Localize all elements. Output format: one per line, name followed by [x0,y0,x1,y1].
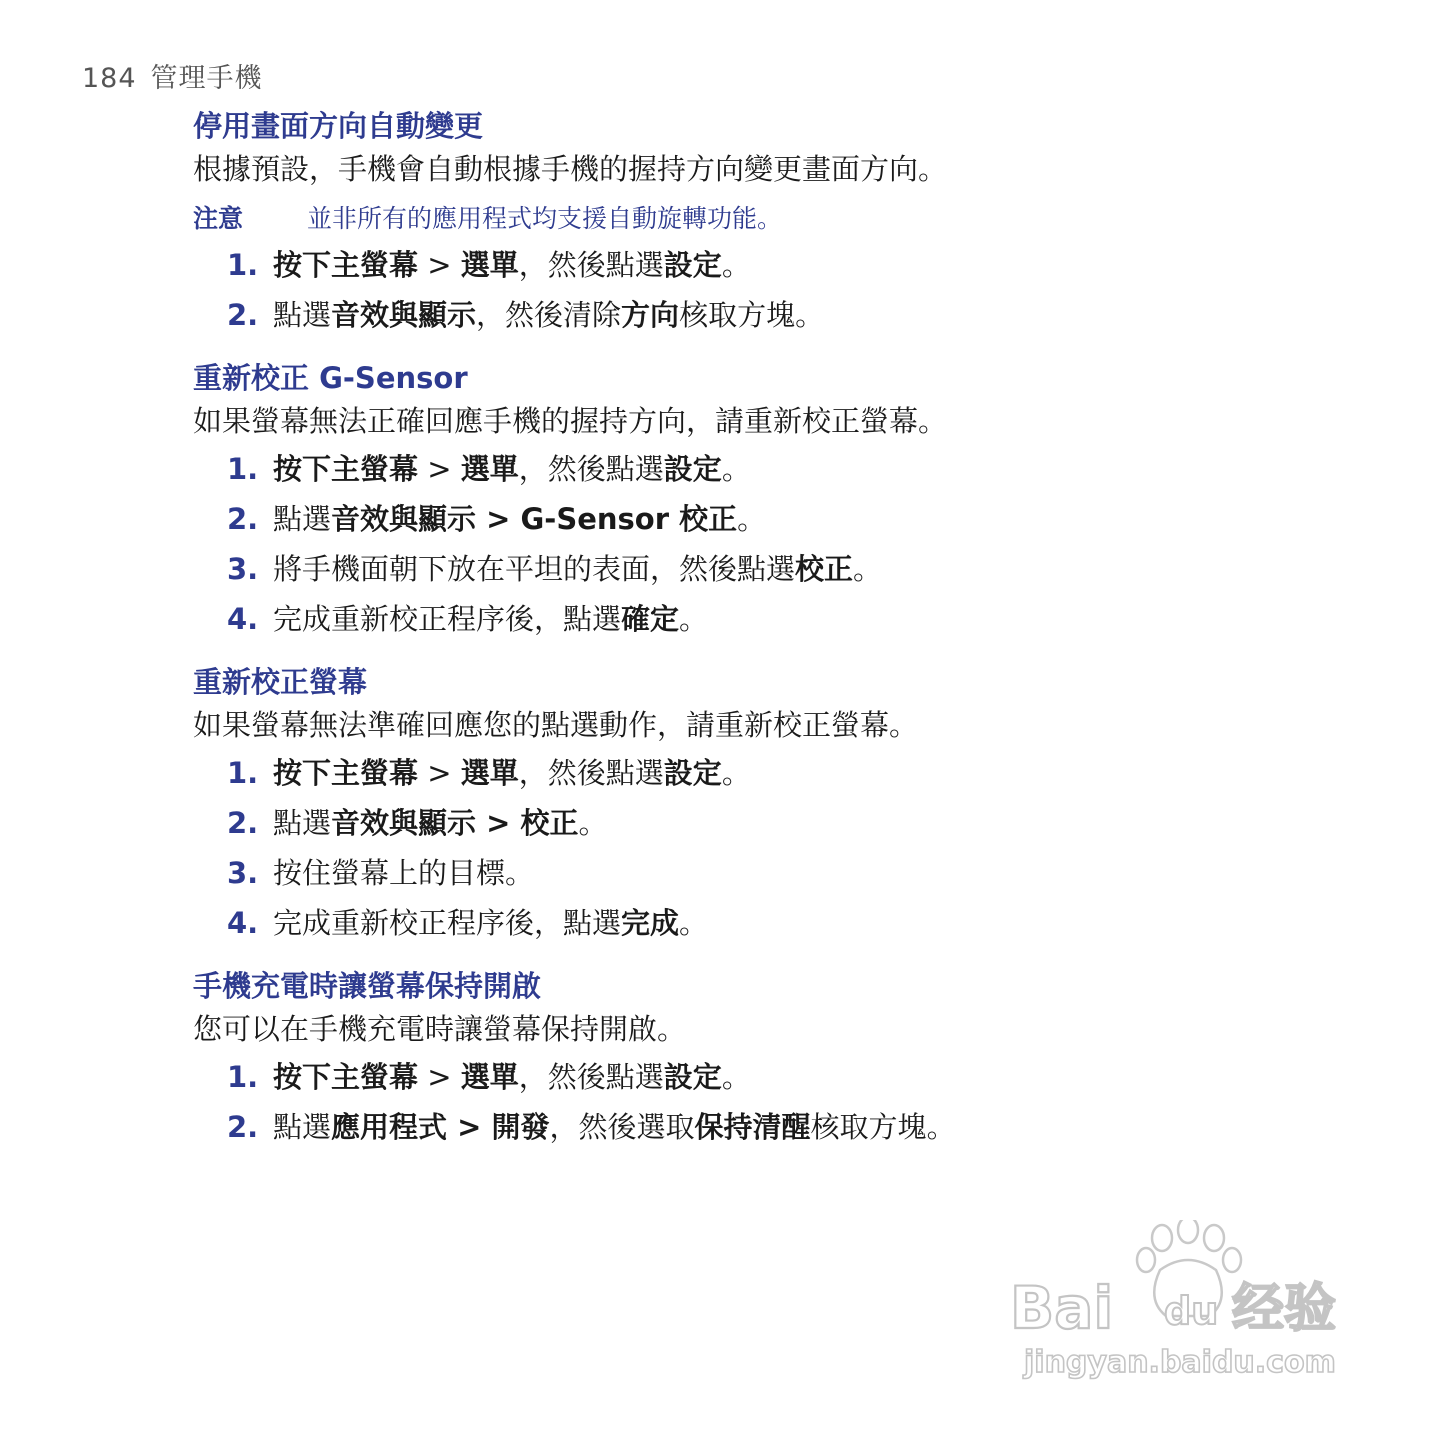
step-list [193,748,1393,948]
step-text: ，然後選取 [549,1110,695,1144]
step-text: 。 [721,248,751,282]
step-text: 保持清醒 [694,1110,811,1144]
step-text: 應用程式 > 開發 [331,1110,550,1144]
step-text: 。 [721,452,751,486]
step-text: 校正 [795,552,854,586]
step-item [193,898,1393,948]
step-text: 。 [679,906,709,940]
watermark-url: jingyan.baidu.com [1024,1345,1336,1380]
note [193,198,1393,240]
step-text: ，然後點選 [518,452,664,486]
step-item [193,240,1393,290]
step-text: 選單 [460,452,519,486]
step-text: 按下主螢幕 [273,248,419,282]
section-disable-auto-rotate [193,106,1393,340]
step-number: 2. [227,1110,259,1144]
step-text: 。 [679,602,709,636]
section-recalibrate-g-sensor [193,358,1393,644]
step-text: 音效與顯示 [331,298,477,332]
step-item [193,494,1393,544]
section-title: 重新校正 G-Sensor [193,361,468,395]
step-text: 核取方塊 [810,1110,927,1144]
step-text: 按下主螢幕 [273,1060,419,1094]
step-number: 1. [227,756,259,790]
step-text: > [418,756,461,790]
step-item [193,544,1393,594]
step-item [193,444,1393,494]
step-text: ，然後清除 [476,298,622,332]
watermark-brand-cn: 经验 [1232,1279,1337,1339]
step-item [193,798,1393,848]
step-text: 音效與顯示 > 校正 [331,806,579,840]
step-text: 點選 [273,502,332,536]
baidu-watermark-logo [1010,1220,1360,1390]
watermark-brand-du: du [1164,1289,1219,1333]
step-text: 點選 [273,298,332,332]
step-text: 設定 [663,452,722,486]
step-text: 。 [721,756,751,790]
step-text: 完成重新校正程序後，點選 [273,602,622,636]
step-text: ，然後點選 [518,1060,664,1094]
page-number: 184 [82,63,137,94]
step-item [193,1102,1393,1152]
step-text: 。 [578,806,608,840]
step-text: 完成 [621,906,680,940]
step-text: 。 [926,1110,956,1144]
section-description: 如果螢幕無法準確回應您的點選動作，請重新校正螢幕。 [193,708,919,742]
step-text: 確定 [621,602,680,636]
step-text: 選單 [460,248,519,282]
step-text: 音效與顯示 > G-Sensor 校正 [331,502,738,536]
step-text: 設定 [663,1060,722,1094]
section-description: 根據預設，手機會自動根據手機的握持方向變更畫面方向。 [193,152,948,186]
watermark-brand: Bai [1010,1274,1114,1342]
step-item [193,848,1393,898]
step-text: 選單 [460,1060,519,1094]
step-text: 方向 [621,298,680,332]
step-text: 將手機面朝下放在平坦的表面，然後點選 [273,552,796,586]
step-text: 。 [795,298,825,332]
step-item [193,1052,1393,1102]
step-text: 點選 [273,806,332,840]
step-text: 按住螢幕上的目標。 [273,856,535,890]
step-text: > [418,248,461,282]
step-list [193,1052,1393,1152]
step-text: > [418,452,461,486]
section-recalibrate-screen [193,662,1393,948]
note-label: 注意 [193,204,244,233]
step-text: 選單 [460,756,519,790]
step-text: ，然後點選 [518,756,664,790]
step-text: 。 [737,502,767,536]
step-text: 。 [853,552,883,586]
page-header [82,56,263,95]
note-text: 並非所有的應用程式均支援自動旋轉功能。 [307,204,783,233]
chapter-title: 管理手機 [150,63,263,94]
step-number: 4. [227,602,259,636]
step-item [193,594,1393,644]
step-number: 4. [227,906,259,940]
page-content [193,106,1393,1152]
step-number: 1. [227,1060,259,1094]
step-text: ，然後點選 [518,248,664,282]
section-stay-awake [193,966,1393,1152]
step-number: 2. [227,806,259,840]
section-title: 重新校正螢幕 [193,665,368,699]
step-text: 完成重新校正程序後，點選 [273,906,622,940]
section-description: 如果螢幕無法正確回應手機的握持方向，請重新校正螢幕。 [193,404,948,438]
step-text: 設定 [663,248,722,282]
step-number: 2. [227,298,259,332]
step-list [193,444,1393,644]
section-title: 手機充電時讓螢幕保持開啟 [193,969,542,1003]
step-number: 3. [227,856,259,890]
step-text: 。 [721,1060,751,1094]
step-number: 1. [227,248,259,282]
step-number: 3. [227,552,259,586]
step-text: 設定 [663,756,722,790]
step-text: > [418,1060,461,1094]
step-text: 按下主螢幕 [273,452,419,486]
section-title: 停用畫面方向自動變更 [193,109,484,143]
step-item [193,290,1393,340]
step-list [193,240,1393,340]
step-text: 按下主螢幕 [273,756,419,790]
step-item [193,748,1393,798]
step-number: 2. [227,502,259,536]
step-text: 點選 [273,1110,332,1144]
step-text: 核取方塊 [679,298,796,332]
section-description: 您可以在手機充電時讓螢幕保持開啟。 [193,1012,687,1046]
step-number: 1. [227,452,259,486]
